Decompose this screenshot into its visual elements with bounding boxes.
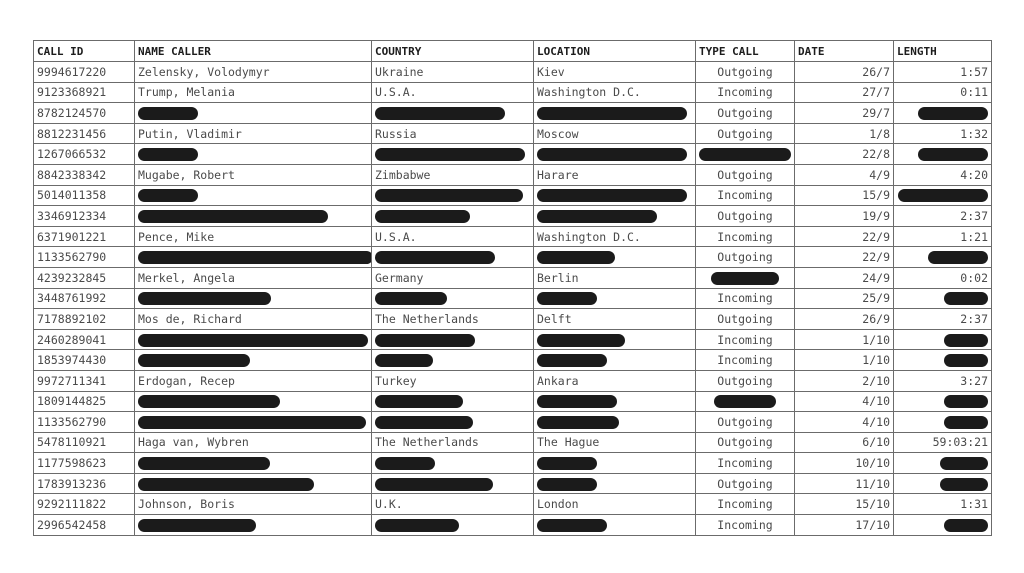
location-cell: London — [534, 494, 696, 515]
country-cell: Russia — [372, 123, 534, 144]
call-id-cell: 1809144825 — [34, 391, 135, 412]
table-row — [34, 62, 992, 83]
redaction-bar — [537, 416, 619, 429]
redaction-bar — [138, 251, 372, 264]
caller-name-cell — [135, 515, 372, 536]
call-id-cell: 9123368921 — [34, 82, 135, 103]
length-cell — [894, 453, 992, 474]
redaction-bar — [944, 395, 988, 408]
caller-name-cell — [135, 350, 372, 371]
redaction-bar — [138, 334, 368, 347]
redaction-bar — [375, 148, 525, 161]
call-id-cell: 1783913236 — [34, 473, 135, 494]
redaction-bar — [928, 251, 988, 264]
table-row — [34, 164, 992, 185]
redaction-bar — [699, 148, 791, 161]
redaction-bar — [375, 395, 463, 408]
redaction-bar — [940, 478, 988, 491]
length-cell: 4:20 — [894, 164, 992, 185]
date-cell: 26/7 — [795, 62, 894, 83]
call-id-cell: 8812231456 — [34, 123, 135, 144]
length-cell — [894, 391, 992, 412]
length-cell — [894, 350, 992, 371]
redaction-bar — [138, 416, 366, 429]
date-cell: 24/9 — [795, 267, 894, 288]
table-row — [34, 412, 992, 433]
call-id-cell: 9292111822 — [34, 494, 135, 515]
redaction-bar — [375, 478, 493, 491]
country-cell — [372, 391, 534, 412]
redaction-bar — [918, 107, 988, 120]
length-cell: 2:37 — [894, 206, 992, 227]
redaction-bar — [138, 189, 198, 202]
call-id-cell: 1853974430 — [34, 350, 135, 371]
redaction-bar — [537, 107, 687, 120]
redaction-bar — [138, 519, 256, 532]
call-id-cell: 8782124570 — [34, 103, 135, 124]
call-id-cell: 3346912334 — [34, 206, 135, 227]
call-id-cell: 8842338342 — [34, 164, 135, 185]
country-cell — [372, 206, 534, 227]
redaction-bar — [375, 210, 470, 223]
length-cell: 3:27 — [894, 370, 992, 391]
redaction-bar — [537, 189, 687, 202]
location-cell: Washington D.C. — [534, 82, 696, 103]
redaction-bar — [138, 210, 328, 223]
date-cell: 6/10 — [795, 432, 894, 453]
header-location: LOCATION — [534, 41, 696, 62]
date-cell: 15/9 — [795, 185, 894, 206]
call-id-cell: 1267066532 — [34, 144, 135, 165]
date-cell: 22/8 — [795, 144, 894, 165]
length-cell — [894, 515, 992, 536]
country-cell — [372, 329, 534, 350]
date-cell: 4/10 — [795, 412, 894, 433]
header-name-caller: NAME CALLER — [135, 41, 372, 62]
country-cell — [372, 247, 534, 268]
redaction-bar — [375, 457, 435, 470]
redaction-bar — [138, 395, 280, 408]
country-cell — [372, 103, 534, 124]
location-cell — [534, 103, 696, 124]
length-cell: 1:32 — [894, 123, 992, 144]
location-cell — [534, 288, 696, 309]
call-log-document — [33, 40, 991, 536]
location-cell — [534, 412, 696, 433]
header-length: LENGTH — [894, 41, 992, 62]
location-cell: Delft — [534, 309, 696, 330]
type-call-cell: Incoming — [696, 329, 795, 350]
location-cell: Moscow — [534, 123, 696, 144]
date-cell: 4/9 — [795, 164, 894, 185]
redaction-bar — [375, 292, 447, 305]
table-row — [34, 247, 992, 268]
country-cell: Turkey — [372, 370, 534, 391]
date-cell: 1/8 — [795, 123, 894, 144]
table-row — [34, 432, 992, 453]
redaction-bar — [714, 395, 776, 408]
caller-name-cell: Trump, Melania — [135, 82, 372, 103]
table-row — [34, 206, 992, 227]
table-row — [34, 123, 992, 144]
country-cell — [372, 412, 534, 433]
country-cell: U.S.A. — [372, 226, 534, 247]
redaction-bar — [537, 251, 615, 264]
location-cell — [534, 247, 696, 268]
caller-name-cell: Johnson, Boris — [135, 494, 372, 515]
length-cell — [894, 329, 992, 350]
caller-name-cell — [135, 288, 372, 309]
redaction-bar — [944, 292, 988, 305]
redaction-bar — [898, 189, 988, 202]
redaction-bar — [537, 148, 687, 161]
type-call-cell: Outgoing — [696, 247, 795, 268]
length-cell — [894, 144, 992, 165]
redaction-bar — [940, 457, 988, 470]
table-row — [34, 185, 992, 206]
call-id-cell: 1133562790 — [34, 412, 135, 433]
call-id-cell: 2460289041 — [34, 329, 135, 350]
caller-name-cell — [135, 391, 372, 412]
redaction-bar — [138, 107, 198, 120]
type-call-cell — [696, 267, 795, 288]
date-cell: 11/10 — [795, 473, 894, 494]
type-call-cell: Outgoing — [696, 206, 795, 227]
type-call-cell: Outgoing — [696, 432, 795, 453]
country-cell — [372, 473, 534, 494]
header-date: DATE — [795, 41, 894, 62]
caller-name-cell — [135, 247, 372, 268]
country-cell: U.S.A. — [372, 82, 534, 103]
location-cell: Ankara — [534, 370, 696, 391]
caller-name-cell: Mugabe, Robert — [135, 164, 372, 185]
redaction-bar — [375, 416, 473, 429]
redaction-bar — [537, 395, 617, 408]
location-cell — [534, 391, 696, 412]
length-cell — [894, 473, 992, 494]
location-cell — [534, 515, 696, 536]
redaction-bar — [138, 292, 271, 305]
date-cell: 4/10 — [795, 391, 894, 412]
type-call-cell — [696, 391, 795, 412]
country-cell: Zimbabwe — [372, 164, 534, 185]
date-cell: 19/9 — [795, 206, 894, 227]
redaction-bar — [138, 148, 198, 161]
type-call-cell: Outgoing — [696, 370, 795, 391]
type-call-cell: Incoming — [696, 82, 795, 103]
country-cell — [372, 453, 534, 474]
redaction-bar — [138, 354, 250, 367]
length-cell — [894, 247, 992, 268]
call-id-cell: 6371901221 — [34, 226, 135, 247]
caller-name-cell — [135, 144, 372, 165]
location-cell — [534, 329, 696, 350]
date-cell: 17/10 — [795, 515, 894, 536]
location-cell: Berlin — [534, 267, 696, 288]
redaction-bar — [375, 189, 523, 202]
type-call-cell: Incoming — [696, 185, 795, 206]
type-call-cell: Incoming — [696, 515, 795, 536]
caller-name-cell: Haga van, Wybren — [135, 432, 372, 453]
call-id-cell: 3448761992 — [34, 288, 135, 309]
table-row — [34, 288, 992, 309]
type-call-cell: Outgoing — [696, 412, 795, 433]
caller-name-cell — [135, 206, 372, 227]
date-cell: 22/9 — [795, 247, 894, 268]
date-cell: 27/7 — [795, 82, 894, 103]
length-cell: 59:03:21 — [894, 432, 992, 453]
length-cell: 1:57 — [894, 62, 992, 83]
length-cell — [894, 185, 992, 206]
table-row — [34, 82, 992, 103]
type-call-cell: Outgoing — [696, 103, 795, 124]
call-log-table — [33, 40, 992, 536]
country-cell: The Netherlands — [372, 309, 534, 330]
call-id-cell: 2996542458 — [34, 515, 135, 536]
table-row — [34, 453, 992, 474]
table-row — [34, 370, 992, 391]
redaction-bar — [375, 251, 495, 264]
caller-name-cell — [135, 329, 372, 350]
location-cell — [534, 350, 696, 371]
header-row — [34, 41, 992, 62]
redaction-bar — [537, 457, 597, 470]
country-cell — [372, 288, 534, 309]
redaction-bar — [537, 210, 657, 223]
redaction-bar — [537, 478, 597, 491]
country-cell: Ukraine — [372, 62, 534, 83]
caller-name-cell — [135, 473, 372, 494]
location-cell: Kiev — [534, 62, 696, 83]
table-row — [34, 309, 992, 330]
country-cell: Germany — [372, 267, 534, 288]
country-cell: The Netherlands — [372, 432, 534, 453]
length-cell — [894, 412, 992, 433]
caller-name-cell: Merkel, Angela — [135, 267, 372, 288]
date-cell: 22/9 — [795, 226, 894, 247]
redaction-bar — [375, 354, 433, 367]
date-cell: 2/10 — [795, 370, 894, 391]
redaction-bar — [375, 519, 459, 532]
type-call-cell: Incoming — [696, 288, 795, 309]
date-cell: 26/9 — [795, 309, 894, 330]
header-type-call: TYPE CALL — [696, 41, 795, 62]
date-cell: 25/9 — [795, 288, 894, 309]
redaction-bar — [944, 519, 988, 532]
call-log-body — [34, 62, 992, 536]
table-row — [34, 515, 992, 536]
caller-name-cell — [135, 453, 372, 474]
call-id-cell: 4239232845 — [34, 267, 135, 288]
type-call-cell: Outgoing — [696, 309, 795, 330]
type-call-cell: Outgoing — [696, 164, 795, 185]
date-cell: 29/7 — [795, 103, 894, 124]
redaction-bar — [537, 519, 607, 532]
length-cell: 1:31 — [894, 494, 992, 515]
length-cell: 2:37 — [894, 309, 992, 330]
location-cell — [534, 144, 696, 165]
redaction-bar — [138, 478, 314, 491]
location-cell: Washington D.C. — [534, 226, 696, 247]
caller-name-cell — [135, 412, 372, 433]
table-row — [34, 329, 992, 350]
country-cell — [372, 185, 534, 206]
type-call-cell: Outgoing — [696, 62, 795, 83]
date-cell: 15/10 — [795, 494, 894, 515]
length-cell: 0:02 — [894, 267, 992, 288]
caller-name-cell: Pence, Mike — [135, 226, 372, 247]
type-call-cell: Incoming — [696, 350, 795, 371]
redaction-bar — [375, 107, 505, 120]
type-call-cell: Outgoing — [696, 123, 795, 144]
length-cell: 0:11 — [894, 82, 992, 103]
table-row — [34, 494, 992, 515]
location-cell — [534, 473, 696, 494]
table-row — [34, 391, 992, 412]
redaction-bar — [944, 416, 988, 429]
caller-name-cell: Zelensky, Volodymyr — [135, 62, 372, 83]
redaction-bar — [537, 334, 625, 347]
redaction-bar — [711, 272, 779, 285]
redaction-bar — [375, 334, 475, 347]
table-row — [34, 103, 992, 124]
country-cell — [372, 350, 534, 371]
header-country: COUNTRY — [372, 41, 534, 62]
date-cell: 1/10 — [795, 350, 894, 371]
call-id-cell: 1133562790 — [34, 247, 135, 268]
redaction-bar — [944, 334, 988, 347]
country-cell — [372, 515, 534, 536]
caller-name-cell: Mos de, Richard — [135, 309, 372, 330]
redaction-bar — [537, 292, 597, 305]
caller-name-cell — [135, 185, 372, 206]
country-cell: U.K. — [372, 494, 534, 515]
call-id-cell: 5014011358 — [34, 185, 135, 206]
location-cell — [534, 185, 696, 206]
length-cell: 1:21 — [894, 226, 992, 247]
table-row — [34, 267, 992, 288]
redaction-bar — [537, 354, 607, 367]
location-cell: Harare — [534, 164, 696, 185]
caller-name-cell: Putin, Vladimir — [135, 123, 372, 144]
type-call-cell: Outgoing — [696, 473, 795, 494]
caller-name-cell: Erdogan, Recep — [135, 370, 372, 391]
call-id-cell: 5478110921 — [34, 432, 135, 453]
caller-name-cell — [135, 103, 372, 124]
date-cell: 10/10 — [795, 453, 894, 474]
call-id-cell: 9972711341 — [34, 370, 135, 391]
date-cell: 1/10 — [795, 329, 894, 350]
length-cell — [894, 288, 992, 309]
table-row — [34, 226, 992, 247]
redaction-bar — [918, 148, 988, 161]
table-row — [34, 473, 992, 494]
location-cell — [534, 206, 696, 227]
call-id-cell: 1177598623 — [34, 453, 135, 474]
table-row — [34, 350, 992, 371]
type-call-cell: Incoming — [696, 453, 795, 474]
call-id-cell: 7178892102 — [34, 309, 135, 330]
location-cell — [534, 453, 696, 474]
location-cell: The Hague — [534, 432, 696, 453]
length-cell — [894, 103, 992, 124]
redaction-bar — [944, 354, 988, 367]
call-id-cell: 9994617220 — [34, 62, 135, 83]
country-cell — [372, 144, 534, 165]
header-call-id: CALL ID — [34, 41, 135, 62]
type-call-cell — [696, 144, 795, 165]
type-call-cell: Incoming — [696, 226, 795, 247]
table-row — [34, 144, 992, 165]
redaction-bar — [138, 457, 270, 470]
type-call-cell: Incoming — [696, 494, 795, 515]
